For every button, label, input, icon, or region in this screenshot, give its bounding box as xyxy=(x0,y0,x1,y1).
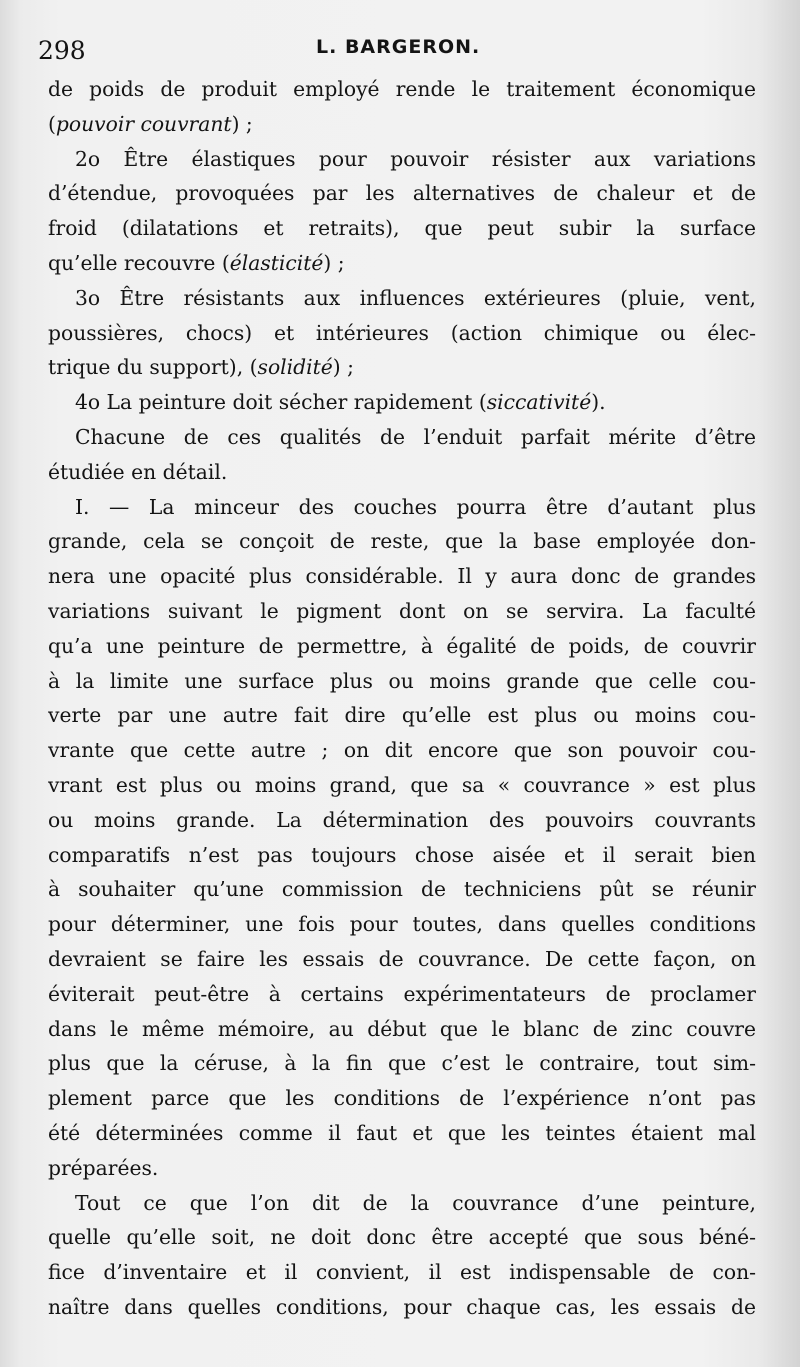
text-line: plement parce que les conditions de l’expérience n’ont pas xyxy=(48,1086,756,1111)
text-line: qu’elle recouvre (élasticité) ; xyxy=(48,250,345,275)
text-line: vrant est plus ou moins grand, que sa « couvrance » est plus xyxy=(48,772,756,797)
text-line: verte par une autre fait dire qu’elle est plus ou moins cou- xyxy=(48,703,756,728)
text-line: été déterminées comme il faut et que les teintes étaient mal xyxy=(48,1120,756,1145)
text-line: naître dans quelles conditions, pour chaque cas, les essais de xyxy=(48,1294,756,1319)
text-line: éviterait peut-être à certains expérimentateurs de proclamer xyxy=(48,981,756,1006)
page-header xyxy=(38,30,756,70)
text-line: comparatifs n’est pas toujours chose aisée et il serait bien xyxy=(48,842,756,867)
text-line: plus que la céruse, à la fin que c’est le contraire, tout sim- xyxy=(48,1051,756,1076)
text-line: dans le même mémoire, au début que le blanc de zinc couvre xyxy=(48,1016,756,1041)
text-line: pour déterminer, une fois pour toutes, dans quelles conditions xyxy=(48,912,756,937)
text-line: à la limite une surface plus ou moins grande que celle cou- xyxy=(48,668,756,693)
text-line: de poids de produit employé rende le traitement économique xyxy=(48,77,756,101)
text-line: ou moins grande. La détermination des pouvoirs couvrants xyxy=(48,807,756,832)
text-line: trique du support), (solidité) ; xyxy=(48,355,354,380)
text-line: à souhaiter qu’une commission de techniciens pût se réunir xyxy=(48,877,756,902)
page-number: 298 xyxy=(38,36,86,65)
text-line: 2o Être élastiques pour pouvoir résister aux variations xyxy=(75,146,756,171)
text-line: d’étendue, provoquées par les alternatives de chaleur et de xyxy=(48,181,756,206)
text-line: préparées. xyxy=(48,1155,159,1180)
text-line: nera une opacité plus considérable. Il y aura donc de grandes xyxy=(48,564,756,589)
text-line: 4o La peinture doit sécher rapidement (siccativité). xyxy=(75,390,606,415)
text-line: Chacune de ces qualités de l’enduit parfait mérite d’être xyxy=(75,424,756,449)
text-line: poussières, chocs) et intérieures (action chimique ou élec- xyxy=(48,320,756,345)
text-line: (pouvoir couvrant) ; xyxy=(48,111,253,136)
text-line: variations suivant le pigment dont on se servira. La faculté xyxy=(48,598,756,623)
page-body-text xyxy=(48,72,756,1325)
text-line: fice d’inventaire et il convient, il est indispensable de con- xyxy=(48,1260,756,1285)
text-line: I. — La minceur des couches pourra être d’autant plus xyxy=(75,494,756,519)
text-line: vrante que cette autre ; on dit encore que son pouvoir cou- xyxy=(48,738,756,763)
text-line: froid (dilatations et retraits), que peut subir la surface xyxy=(48,216,756,241)
text-line: qu’a une peinture de permettre, à égalité de poids, de couvrir xyxy=(48,633,756,658)
text-line: grande, cela se conçoit de reste, que la base employée don- xyxy=(48,529,756,554)
text-line: Tout ce que l’on dit de la couvrance d’une peinture, xyxy=(75,1190,756,1215)
running-head: L. BARGERON. xyxy=(316,36,481,58)
text-line: 3o Être résistants aux influences extérieures (pluie, vent, xyxy=(75,285,756,310)
text-line: étudiée en détail. xyxy=(48,459,228,484)
text-line: quelle qu’elle soit, ne doit donc être accepté que sous béné- xyxy=(48,1225,756,1250)
text-line: devraient se faire les essais de couvrance. De cette façon, on xyxy=(48,946,756,971)
